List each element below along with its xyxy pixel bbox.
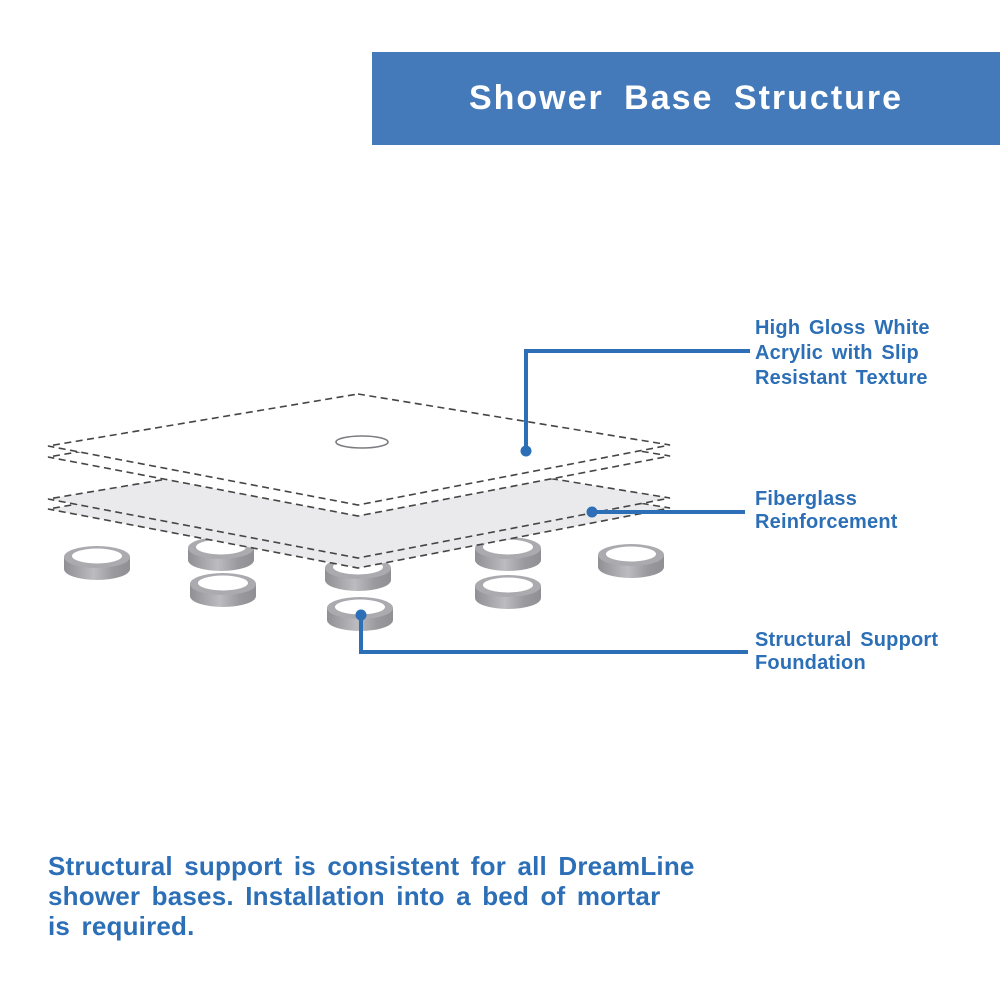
foundation-leader-dot (356, 610, 367, 621)
acrylic-leader-dot (521, 446, 532, 457)
callout-line: High Gloss White (755, 317, 930, 339)
support-ring (64, 546, 130, 580)
callout-acrylic-layer (755, 316, 930, 391)
support-ring (190, 573, 256, 607)
footer-note (48, 851, 728, 941)
callout-line: Structural Support (755, 629, 939, 651)
support-ring (598, 544, 664, 578)
foundation-leader-line (361, 615, 748, 652)
footer-line: shower bases. Installation into a bed of mortar (48, 881, 661, 911)
callout-line: Fiberglass (755, 488, 858, 510)
callout-fiberglass-layer (755, 488, 898, 534)
fiberglass-leader-dot (587, 507, 598, 518)
callout-line: Resistant Texture (755, 367, 928, 389)
drain-hole (336, 436, 388, 448)
callout-foundation (755, 629, 938, 675)
footer-line: Structural support is consistent for all DreamLine (48, 851, 695, 881)
callout-line: Foundation (755, 652, 866, 674)
support-ring (475, 575, 541, 609)
callout-line: Acrylic with Slip (755, 342, 919, 364)
page-title: Shower Base Structure (468, 79, 904, 117)
callout-line: Reinforcement (755, 511, 898, 533)
footer-line: is required. (48, 911, 195, 941)
